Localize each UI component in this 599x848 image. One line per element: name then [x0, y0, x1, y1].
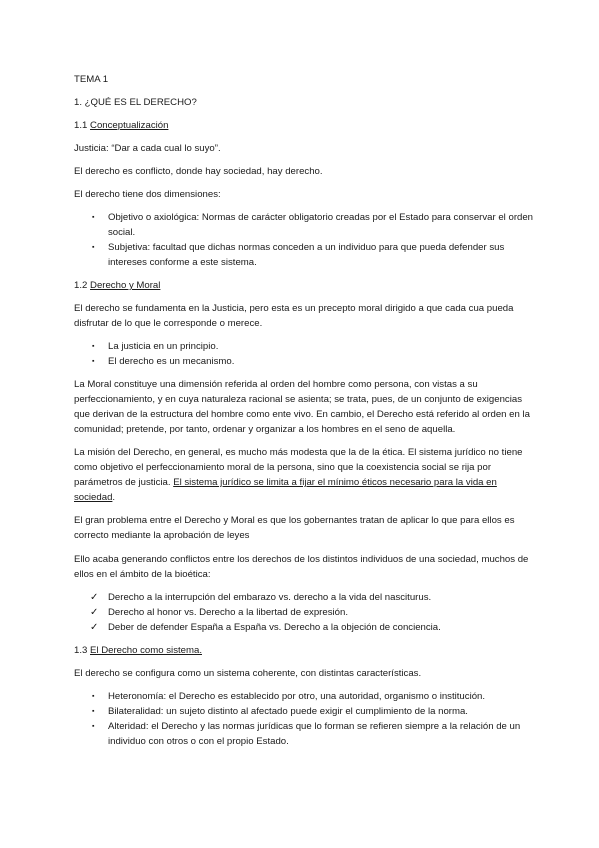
section-number: 1.2 [74, 280, 91, 291]
section-title: El Derecho como sistema. [90, 645, 202, 656]
section-number: 1.1 [74, 120, 91, 131]
checkmark-icon: ✓ [90, 592, 99, 603]
list-item-text: Heteronomía: el Derecho es establecido por otro, una autoridad, organismo o institución. [108, 691, 486, 702]
list-item [74, 605, 534, 620]
paragraph-sistema: El derecho se configura como un sistema coherente, con distintas características. [74, 668, 422, 679]
paragraph-conflicto: El derecho es conflicto, donde hay sociedad, hay derecho. [74, 166, 323, 177]
principles-list [74, 339, 534, 369]
list-item-text: Derecho a la interrupción del embarazo vs. derecho a la vida del nasciturus. [108, 592, 432, 603]
list-item [74, 719, 534, 749]
document-body [74, 72, 534, 757]
list-item [74, 590, 534, 605]
list-item [74, 354, 534, 369]
dimensions-list [74, 210, 534, 270]
paragraph-fundamenta: El derecho se fundamenta en la Justicia, pero esta es un precepto moral dirigido a que cada cua pueda disfrutar de lo que le corresponde o merece. [74, 303, 514, 329]
paragraph-moral: La Moral constituye una dimensión referida al orden del hombre como persona, con vistas a su perfeccionamiento, y en cuya naturaleza racional se asienta; se trata, pues, de un conjunto de exigencias que derivan de la estructura del hombre como ente vivo. En cambio, el Derecho está referido al orden en la comunidad; pretende, por tanto, ordenar y organizar a los hombres en el seno de aquella. [74, 379, 530, 435]
underlined-text: El sistema jurídico se limita a fijar el mínimo éticos necesario para la vida en sociedad [74, 477, 497, 503]
paragraph-dimensiones: El derecho tiene dos dimensiones: [74, 189, 221, 200]
list-item-text: Derecho al honor vs. Derecho a la libertad de expresión. [108, 607, 348, 618]
section-number: 1.3 [74, 645, 91, 656]
checkmark-icon: ✓ [90, 607, 99, 618]
bullet-square-icon: ▪ [92, 244, 95, 251]
list-item-text: Objetivo o axiológica: Normas de carácter obligatorio creadas por el Estado para conservar el orden social. [108, 212, 534, 238]
section-title: Derecho y Moral [90, 280, 161, 291]
topic-label: TEMA 1 [74, 74, 109, 85]
list-item [74, 704, 534, 719]
list-item-text: Bilateralidad: un sujeto distinto al afectado puede exigir el cumplimiento de la norma. [108, 706, 468, 717]
list-item [74, 240, 534, 270]
list-item-text: El derecho es un mecanismo. [108, 356, 235, 367]
checkmark-icon: ✓ [90, 622, 99, 633]
list-item-text: La justicia en un principio. [108, 341, 219, 352]
characteristics-list [74, 689, 534, 749]
list-item [74, 210, 534, 240]
paragraph-text: La misión del Derecho, en general, es mucho más modesta que la de la ética. El sistema jurídico no tiene como objetivo el perfeccionamiento moral de la persona, sino que la coexistencia social se rija por parámetros de justicia. [74, 447, 523, 488]
section-title: Conceptualización [90, 120, 169, 131]
bioethics-list [74, 590, 534, 635]
list-item [74, 689, 534, 704]
paragraph-mision [74, 445, 534, 505]
list-item [74, 339, 534, 354]
paragraph-problema: El gran problema entre el Derecho y Moral es que los gobernantes tratan de aplicar lo que para ellos es correcto mediante la aprobación de leyes [74, 515, 515, 541]
bullet-square-icon: ▪ [92, 693, 95, 700]
bullet-square-icon: ▪ [92, 343, 95, 350]
bullet-square-icon: ▪ [92, 214, 95, 221]
paragraph-conflictos: Ello acaba generando conflictos entre los derechos de los distintos individuos de una sociedad, muchos de ellos en el ámbito de la bioética: [74, 554, 529, 580]
section-heading-1-3 [74, 643, 534, 658]
paragraph-text-end: . [112, 492, 116, 503]
list-item-text: Subjetiva: facultad que dichas normas conceden a un individuo para que pueda defender sus intereses conforme a este sistema. [108, 242, 505, 268]
bullet-square-icon: ▪ [92, 723, 95, 730]
section-heading-1-2 [74, 278, 534, 293]
paragraph-justicia: Justicia: “Dar a cada cual lo suyo”. [74, 143, 221, 154]
list-item-text: Deber de defender España a España vs. Derecho a la objeción de conciencia. [108, 622, 441, 633]
list-item-text: Alteridad: el Derecho y las normas jurídicas que lo forman se refieren siempre a la relación de un individuo con otros o con el propio Estado. [108, 721, 521, 747]
list-item [74, 620, 534, 635]
chapter-heading: 1. ¿QUÉ ES EL DERECHO? [74, 97, 197, 108]
section-heading-1-1 [74, 118, 534, 133]
bullet-square-icon: ▪ [92, 358, 95, 365]
bullet-square-icon: ▪ [92, 708, 95, 715]
